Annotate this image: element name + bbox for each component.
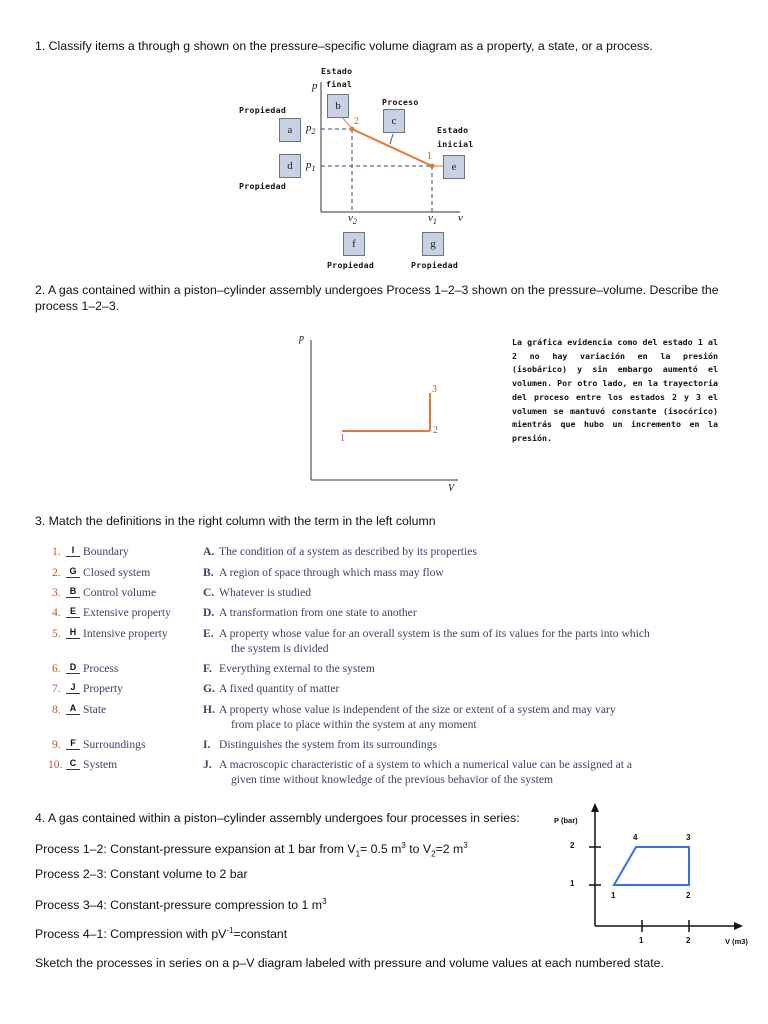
q2-diagram [290,332,470,497]
match-answer-blank[interactable]: E [66,606,80,618]
match-definition-line: Distinguishes the system from its surroundings [219,738,438,751]
q4-state-1-label: 1 [611,891,616,900]
match-number: 6. [52,662,61,675]
match-definition-line: Everything external to the system [219,662,375,675]
box-f: f [343,232,365,256]
match-answer-blank[interactable]: I [66,545,80,557]
q1-tick-v1: $v_1$ [428,212,437,227]
box-g: g [422,232,444,256]
match-definition [219,544,759,559]
match-definition-letter: J. [203,758,212,771]
q2-answer-paragraph: La gráfica evidencia como del estado 1 al 2 no hay variación en la presión (isobárico) y sin embargo aumentó el volumen. Por otro lado, en la trayectoria del proceso entre los estados 2 y 3 el volumen se mantuvó constante (isocórico) mientrás que hubo un incremento en la presión. [512,337,718,443]
q4-ytick-2-label: 2 [570,841,575,850]
q1-tick-v2: $v_2$ [348,212,357,227]
q1-process-line [352,129,432,166]
q4-y-arrow [591,803,599,812]
box-e: e [443,155,465,179]
q4-ylabel: P (bar) [554,816,578,825]
match-definition-letter: G. [203,682,215,695]
match-term: Property [83,682,123,695]
match-answer-blank[interactable]: A [66,703,80,715]
match-term: System [83,758,118,771]
match-definition-letter: F. [203,662,212,675]
q4-x-arrow [734,922,743,930]
match-definition-line: The condition of a system as described by its properties [219,545,477,558]
label-propiedad-a: Propiedad [239,105,287,115]
match-definition [219,757,759,787]
match-definition-line-2: from place to place within the system at any moment [231,718,477,731]
match-number: 1. [52,545,61,558]
q4-process-2-3: Process 2–3: Constant volume to 2 bar [35,867,248,881]
q1-state-2-point [350,127,355,132]
q2-pv-svg [290,332,470,497]
q4-sketch-instruction: Sketch the processes in series on a p–V diagram labeled with pressure and volume values at each numbered state. [35,956,664,970]
match-definition-letter: A. [203,545,215,558]
q2-state-3-label: 3 [432,384,437,395]
match-definition-line: A property whose value for an overall system is the sum of its values for the parts into which [219,627,650,640]
q1-axis-p-label: p [312,80,318,92]
match-definition [219,702,759,732]
q4-pv-svg [548,800,758,950]
q4-xlabel: V (m3) [725,937,748,946]
match-number: 4. [52,606,61,619]
match-definition-letter: I. [203,738,211,751]
match-definition-letter: E. [203,627,214,640]
q2-axis-p-label: p [299,333,304,344]
q1-tick-p2: $p_2$ [306,122,316,137]
match-answer-blank[interactable]: F [66,738,80,750]
box-b: b [327,94,349,118]
box-d: d [279,154,301,178]
match-answer-blank[interactable]: J [66,682,80,694]
match-number: 5. [52,627,61,640]
match-definition-line: Whatever is studied [219,586,312,599]
q4-diagram [548,800,758,950]
match-definition-letter: H. [203,703,215,716]
match-definition-letter: D. [203,606,215,619]
q1-axis-v-label: v [458,212,463,224]
question-4-intro: 4. A gas contained within a piston–cylinder assembly undergoes four processes in series: [35,811,520,825]
q4-cycle-path [614,847,689,885]
label-propiedad-f: Propiedad [327,260,375,270]
match-definition-letter: C. [203,586,215,599]
box-c: c [383,109,405,133]
match-answer-blank[interactable]: D [66,662,80,674]
match-answer-blank[interactable]: C [66,758,80,770]
label-proceso: Proceso [382,97,419,107]
match-term: Boundary [83,545,129,558]
match-term: Closed system [83,566,151,579]
label-estado-final-2: final [326,79,353,89]
q1-state-1-point [430,164,435,169]
match-term: State [83,703,107,716]
match-number: 3. [52,586,61,599]
q1-state-1-label: 1 [427,151,432,162]
q2-axis-v-label: V [448,483,455,494]
match-definition [219,737,759,752]
match-number: 7. [52,682,61,695]
match-number: 10. [48,758,63,771]
match-definition-line: A region of space through which mass may flow [219,566,444,579]
match-definition-line: A property whose value is independent of the size or extent of a system and may vary [219,703,616,716]
q1-diagram [230,62,490,272]
match-definition-line-2: the system is divided [231,642,329,655]
q4-xtick-1-label: 1 [639,936,644,945]
question-1-text: 1. Classify items a through g shown on the pressure–specific volume diagram as a property, a state, or a process. [35,39,653,53]
label-estado-inicial-1: Estado [437,125,469,135]
match-definition [219,565,759,580]
match-definition [219,626,759,656]
label-propiedad-g: Propiedad [411,260,459,270]
label-estado-inicial-2: inicial [437,139,474,149]
q4-process-1-2: Process 1–2: Constant-pressure expansion at 1 bar from $V_1= 0.5$ $m^3$ to $V_2=2$ $m^3$ [35,841,468,859]
q4-state-2-label: 2 [686,891,691,900]
match-definition-line: A transformation from one state to another [219,606,417,619]
q4-ytick-1-label: 1 [570,879,575,888]
question-2-text: 2. A gas contained within a piston–cylinder assembly undergoes Process 1–2–3 shown on the pressure–volume. Describe the process 1–2–3. [35,283,719,313]
question-3-text: 3. Match the definitions in the right column with the term in the left column [35,514,436,528]
match-definition-line: A macroscopic characteristic of a system to which a numerical value can be assigned at a [219,758,633,771]
box-a: a [279,118,301,142]
q4-process-4-1: Process 4–1: Compression with $pV^{-1}=constant$ [35,926,288,942]
match-term: Extensive property [83,606,171,619]
match-term: Control volume [83,586,157,599]
q2-state-1-label: 1 [340,433,345,444]
match-answer-blank[interactable]: B [66,586,80,598]
label-propiedad-d: Propiedad [239,181,287,191]
q1-state-2-label: 2 [354,116,359,127]
q1-tick-p1: $p_1$ [306,159,316,174]
match-term: Intensive property [83,627,168,640]
label-estado-final-1: Estado [321,66,353,76]
match-term: Surroundings [83,738,146,751]
q4-process-3-4: Process 3–4: Constant-pressure compression to 1 $m^3$ [35,897,327,913]
match-definition [219,661,759,676]
match-term: Process [83,662,119,675]
match-definition-letter: B. [203,566,214,579]
match-definition [219,585,759,600]
match-definition [219,605,759,620]
match-number: 8. [52,703,61,716]
match-definition-line-2: given time without knowledge of the previous behavior of the system [231,773,553,786]
q4-state-3-label: 3 [686,833,691,842]
match-number: 2. [52,566,61,579]
match-definition [219,681,759,696]
q2-state-2-label: 2 [433,425,438,436]
match-answer-blank[interactable]: G [66,566,80,578]
match-number: 9. [52,738,61,751]
match-definition-line: A fixed quantity of matter [219,682,340,695]
q4-xtick-2-label: 2 [686,936,691,945]
q1-leader-c [390,134,393,144]
match-answer-blank[interactable]: H [66,627,80,639]
q4-state-4-label: 4 [633,833,638,842]
